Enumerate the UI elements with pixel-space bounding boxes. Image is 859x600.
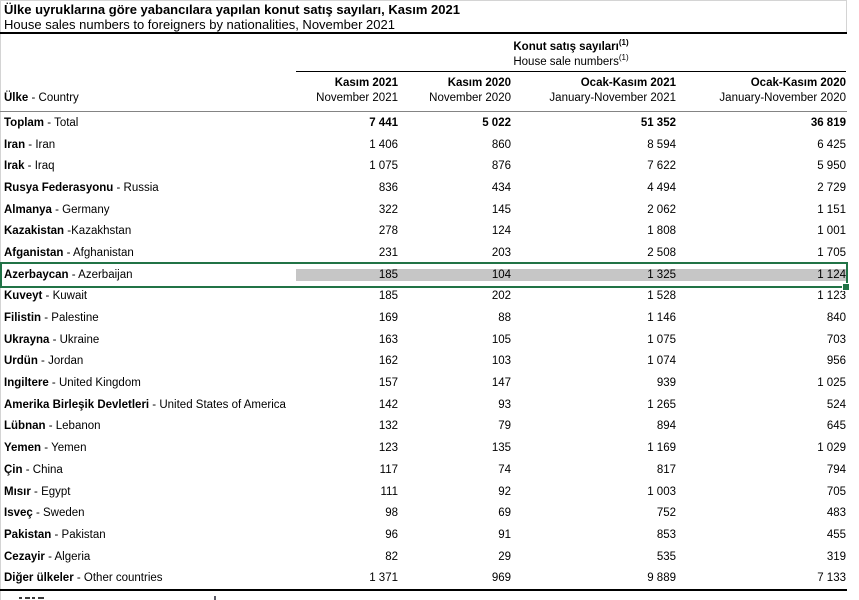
value-cell[interactable]: 98 <box>385 507 398 520</box>
country-name-separator: - <box>44 116 55 129</box>
table-row[interactable] <box>0 220 847 242</box>
country-cell[interactable] <box>0 117 296 129</box>
country-cell[interactable] <box>0 334 296 346</box>
column-header-turkish: Kasım 2020 <box>447 77 511 89</box>
country-cell[interactable] <box>0 572 296 584</box>
value-cell[interactable]: 434 <box>491 181 511 194</box>
table-row[interactable] <box>0 502 847 524</box>
country-name-turkish: Azerbaycan <box>4 268 69 281</box>
country-name-english: Egypt <box>41 485 71 498</box>
country-name-turkish: Yemen <box>4 442 42 455</box>
value-cell[interactable]: 92 <box>498 485 511 498</box>
column-header-english: January-November 2021 <box>549 92 676 104</box>
value-cell[interactable]: 5 950 <box>817 160 846 173</box>
table-row[interactable] <box>0 567 847 589</box>
country-cell[interactable] <box>0 182 296 194</box>
value-cell[interactable]: 483 <box>826 507 846 520</box>
value-cell[interactable]: 2 508 <box>647 246 676 259</box>
country-name-separator: - <box>149 398 160 411</box>
country-name-english: Russia <box>123 181 159 194</box>
table-row[interactable] <box>0 459 847 481</box>
table-row[interactable] <box>0 524 847 546</box>
value-cell[interactable]: 231 <box>378 246 398 259</box>
footnote-marker: (1) <box>618 53 629 63</box>
value-cell[interactable]: 202 <box>491 290 511 303</box>
country-cell[interactable] <box>0 204 296 216</box>
value-cell[interactable]: 2 062 <box>647 203 676 216</box>
country-name-english: Sweden <box>43 507 85 520</box>
country-name-turkish: Kazakistan <box>4 225 65 238</box>
table-row[interactable] <box>0 112 847 134</box>
country-name-separator: - <box>113 181 124 194</box>
group-header-english-text: House sale numbers <box>513 56 619 68</box>
value-cell[interactable]: 876 <box>491 160 511 173</box>
country-name-english: United States of America <box>159 398 286 411</box>
value-cell[interactable]: 93 <box>498 398 511 411</box>
country-name-turkish: Kuveyt <box>4 290 43 303</box>
country-name-turkish: Almanya <box>4 203 52 216</box>
table-body <box>0 112 847 589</box>
country-name-turkish: Irak <box>4 160 25 173</box>
value-cell[interactable]: 817 <box>656 463 676 476</box>
country-header-english: Country <box>38 92 79 104</box>
footnote-marker: (1) <box>618 38 629 48</box>
value-cell[interactable]: 162 <box>378 355 398 368</box>
rule-group-header-underline <box>296 71 846 72</box>
country-name-separator: - <box>30 485 42 498</box>
country-name-separator: - <box>45 420 56 433</box>
value-cell[interactable]: 956 <box>826 355 846 368</box>
country-cell[interactable] <box>0 420 296 432</box>
value-cell[interactable]: 8 594 <box>647 138 676 151</box>
value-cell[interactable]: 105 <box>491 333 511 346</box>
country-cell[interactable] <box>0 312 296 324</box>
country-name-english: Palestine <box>51 312 99 325</box>
table-row[interactable] <box>0 416 847 438</box>
table-title-turkish: Ülke uyruklarına göre yabancılara yapılan konut satış sayıları, Kasım 2021 <box>4 2 460 17</box>
country-name-english: Azerbaijan <box>78 268 133 281</box>
value-cell[interactable]: 96 <box>385 528 398 541</box>
value-cell[interactable]: 79 <box>498 420 511 433</box>
country-cell[interactable] <box>0 442 296 454</box>
value-cell[interactable]: 1 025 <box>817 377 846 390</box>
value-cell[interactable]: 103 <box>491 355 511 368</box>
country-name-separator: - <box>41 312 52 325</box>
table-row[interactable] <box>0 437 847 459</box>
rule-header-top <box>0 32 847 34</box>
value-cell[interactable]: 147 <box>491 377 511 390</box>
value-cell[interactable]: 185 <box>378 290 398 303</box>
gridline-top <box>0 0 847 1</box>
value-cell[interactable]: 752 <box>656 507 676 520</box>
value-cell[interactable]: 69 <box>498 507 511 520</box>
value-cell[interactable]: 1 146 <box>647 312 676 325</box>
value-cell[interactable]: 1 151 <box>817 203 846 216</box>
value-cell[interactable]: 1 808 <box>647 225 676 238</box>
value-cell[interactable]: 840 <box>826 312 846 325</box>
value-cell[interactable]: 91 <box>498 528 511 541</box>
country-cell[interactable] <box>0 507 296 519</box>
value-cell[interactable]: 9 889 <box>647 572 676 585</box>
table-row[interactable] <box>0 394 847 416</box>
country-name-english: Yemen <box>51 442 87 455</box>
country-name-turkish: Lübnan <box>4 420 46 433</box>
country-name-separator: - <box>22 463 33 476</box>
table-row[interactable] <box>0 286 847 308</box>
value-cell[interactable]: 1 123 <box>817 290 846 303</box>
value-cell[interactable]: 1 124 <box>676 269 847 281</box>
value-cell[interactable]: 51 352 <box>640 116 676 129</box>
column-header-english: November 2020 <box>429 92 511 104</box>
value-column-header[interactable] <box>676 76 847 106</box>
value-cell[interactable]: 163 <box>378 333 398 346</box>
value-cell[interactable]: 2 729 <box>817 181 846 194</box>
country-name-english: Algeria <box>54 550 91 563</box>
country-name-english: Ukraine <box>59 333 100 346</box>
country-cell[interactable] <box>0 529 296 541</box>
value-cell[interactable]: 1 325 <box>511 269 676 281</box>
country-cell[interactable] <box>0 377 296 389</box>
table-title-english: House sales numbers to foreigners by nationalities, November 2021 <box>4 17 395 32</box>
country-name-separator: - <box>44 550 55 563</box>
country-name-english: Iraq <box>34 160 55 173</box>
table-row[interactable] <box>0 351 847 373</box>
value-cell[interactable]: 1 001 <box>817 225 846 238</box>
country-name-turkish: Mısır <box>4 485 31 498</box>
table-row[interactable] <box>0 177 847 199</box>
table-row-selected[interactable] <box>0 264 847 286</box>
country-header-separator: - <box>28 92 39 104</box>
country-name-turkish: Diğer ülkeler <box>4 572 74 585</box>
value-cell[interactable]: 1 169 <box>647 442 676 455</box>
group-header-turkish-text: Konut satış sayıları <box>513 41 619 53</box>
value-cell[interactable]: 145 <box>491 203 511 216</box>
value-cell[interactable]: 135 <box>491 442 511 455</box>
country-name-turkish: İngiltere <box>4 377 49 390</box>
country-cell[interactable] <box>0 486 296 498</box>
country-cell[interactable] <box>0 399 296 411</box>
country-name-separator: - <box>24 160 35 173</box>
table-row[interactable] <box>0 546 847 568</box>
country-name-turkish: Pakistan <box>4 528 52 541</box>
value-cell[interactable]: 524 <box>826 398 846 411</box>
value-cell[interactable]: 117 <box>379 463 398 476</box>
value-cell[interactable]: 455 <box>826 528 846 541</box>
column-header-turkish: Ocak-Kasım 2020 <box>750 77 846 89</box>
table-row[interactable] <box>0 134 847 156</box>
country-name-english: Other countries <box>83 572 163 585</box>
value-cell[interactable]: 203 <box>491 246 511 259</box>
country-name-turkish: Toplam <box>4 116 45 129</box>
country-cell[interactable] <box>0 551 296 563</box>
country-name-english: Afghanistan <box>73 246 134 259</box>
country-name-separator: - <box>49 333 60 346</box>
country-name-turkish: İsveç <box>4 507 33 520</box>
country-name-separator: - <box>63 246 74 259</box>
country-name-turkish: Amerika Birleşik Devletleri <box>4 398 150 411</box>
country-name-turkish: Rusya Federasyonu <box>4 181 114 194</box>
column-group-header-english <box>296 53 846 68</box>
country-cell[interactable] <box>0 464 296 476</box>
value-cell[interactable]: 1 029 <box>817 442 846 455</box>
table-row[interactable] <box>0 481 847 503</box>
table-row[interactable] <box>0 199 847 221</box>
country-cell[interactable] <box>0 355 296 367</box>
country-name-english: Lebanon <box>55 420 101 433</box>
value-cell[interactable]: 939 <box>656 377 676 390</box>
value-cell[interactable]: 1 074 <box>647 355 676 368</box>
value-cell[interactable]: 36 819 <box>810 116 846 129</box>
country-name-separator: - <box>41 442 52 455</box>
column-header-turkish: Ocak-Kasım 2021 <box>580 77 676 89</box>
country-name-separator: - <box>51 203 63 216</box>
value-cell[interactable]: 29 <box>498 550 511 563</box>
country-name-separator: - <box>48 377 59 390</box>
country-name-turkish: Ukrayna <box>4 333 50 346</box>
clipped-footnote-remnant <box>25 597 30 599</box>
value-cell[interactable]: 74 <box>498 463 511 476</box>
value-cell[interactable]: 1 075 <box>369 160 398 173</box>
value-cell[interactable]: 82 <box>385 550 398 563</box>
value-cell[interactable]: 123 <box>378 442 398 455</box>
value-cell[interactable]: 7 133 <box>817 572 846 585</box>
value-cell[interactable]: 794 <box>826 463 846 476</box>
country-cell[interactable] <box>0 160 296 172</box>
country-name-separator: - <box>51 528 62 541</box>
column-headers <box>0 76 847 106</box>
country-name-english: Germany <box>62 203 110 216</box>
value-cell[interactable]: 124 <box>491 225 511 238</box>
column-group-header-turkish <box>296 38 846 53</box>
country-name-turkish: İran <box>4 138 26 151</box>
country-name-english: Iran <box>35 138 56 151</box>
value-cell[interactable]: 836 <box>378 181 398 194</box>
country-name-turkish: Çin <box>4 463 23 476</box>
country-name-separator: - <box>64 225 72 238</box>
country-cell[interactable] <box>0 290 296 302</box>
column-header-turkish: Kasım 2021 <box>334 77 398 89</box>
country-name-turkish: Ürdün <box>4 355 38 368</box>
value-cell[interactable]: 7 441 <box>369 116 398 129</box>
country-name-separator: - <box>37 355 49 368</box>
column-header-english: November 2021 <box>316 92 398 104</box>
clipped-footnote-remnant <box>38 597 44 599</box>
rule-table-bottom <box>0 589 847 591</box>
value-cell[interactable]: 185 <box>296 269 398 281</box>
value-cell[interactable]: 1 528 <box>647 290 676 303</box>
country-name-separator: - <box>68 268 79 281</box>
value-cell[interactable]: 969 <box>491 572 511 585</box>
country-name-english: Kazakhstan <box>71 225 132 238</box>
value-cell[interactable]: 705 <box>826 485 846 498</box>
clipped-footnote-remnant <box>32 597 35 599</box>
country-name-turkish: Cezayir <box>4 550 45 563</box>
value-cell[interactable]: 104 <box>398 269 511 281</box>
value-cell[interactable]: 157 <box>378 377 398 390</box>
value-cell[interactable]: 894 <box>656 420 676 433</box>
country-name-english: Total <box>54 116 79 129</box>
value-cell[interactable]: 142 <box>378 398 398 411</box>
country-cell[interactable] <box>0 269 296 281</box>
value-cell[interactable]: 1 265 <box>647 398 676 411</box>
value-cell[interactable]: 169 <box>378 312 398 325</box>
country-header-turkish: Ülke <box>4 92 29 104</box>
table-row[interactable] <box>0 242 847 264</box>
value-cell[interactable]: 6 425 <box>817 138 846 151</box>
clipped-footnote-remnant <box>19 597 22 599</box>
table-row[interactable] <box>0 155 847 177</box>
country-name-turkish: Afganistan <box>4 246 64 259</box>
value-column-header[interactable] <box>511 76 676 106</box>
value-column-header[interactable] <box>296 76 398 106</box>
value-cell[interactable]: 860 <box>491 138 511 151</box>
gridline-right <box>846 0 847 33</box>
value-cell[interactable]: 1 371 <box>369 572 398 585</box>
country-name-separator: - <box>32 507 44 520</box>
country-cell[interactable] <box>0 139 296 151</box>
value-cell[interactable]: 5 022 <box>482 116 511 129</box>
value-column-header[interactable] <box>398 76 511 106</box>
country-name-separator: - <box>42 290 53 303</box>
value-cell[interactable]: 1 075 <box>647 333 676 346</box>
column-header-english: January-November 2020 <box>719 92 846 104</box>
value-cell[interactable]: 703 <box>826 333 846 346</box>
value-cell[interactable]: 111 <box>380 485 398 498</box>
value-cell[interactable]: 645 <box>826 420 846 433</box>
value-cell[interactable]: 132 <box>378 420 398 433</box>
value-cell[interactable]: 7 622 <box>647 160 676 173</box>
country-name-english: United Kingdom <box>58 377 141 390</box>
value-cell[interactable]: 1 705 <box>817 246 846 259</box>
clipped-gridline-remnant <box>214 596 216 600</box>
country-name-english: China <box>32 463 63 476</box>
value-cell[interactable]: 278 <box>378 225 398 238</box>
country-name-english: Kuwait <box>52 290 88 303</box>
value-cell[interactable]: 88 <box>498 312 511 325</box>
country-name-separator: - <box>25 138 36 151</box>
country-name-separator: - <box>73 572 84 585</box>
value-cell[interactable]: 322 <box>378 203 398 216</box>
country-cell[interactable] <box>0 225 296 237</box>
value-cell[interactable]: 1 003 <box>647 485 676 498</box>
value-cell[interactable]: 4 494 <box>647 181 676 194</box>
value-cell[interactable]: 853 <box>656 528 676 541</box>
value-cell[interactable]: 535 <box>656 550 676 563</box>
country-name-english: Pakistan <box>61 528 106 541</box>
table-row[interactable] <box>0 372 847 394</box>
country-name-english: Jordan <box>48 355 84 368</box>
value-cell[interactable]: 319 <box>826 550 846 563</box>
country-column-header[interactable] <box>0 92 296 106</box>
table-row[interactable] <box>0 307 847 329</box>
country-name-turkish: Filistin <box>4 312 42 325</box>
value-cell[interactable]: 1 406 <box>369 138 398 151</box>
country-cell[interactable] <box>0 247 296 259</box>
table-row[interactable] <box>0 329 847 351</box>
